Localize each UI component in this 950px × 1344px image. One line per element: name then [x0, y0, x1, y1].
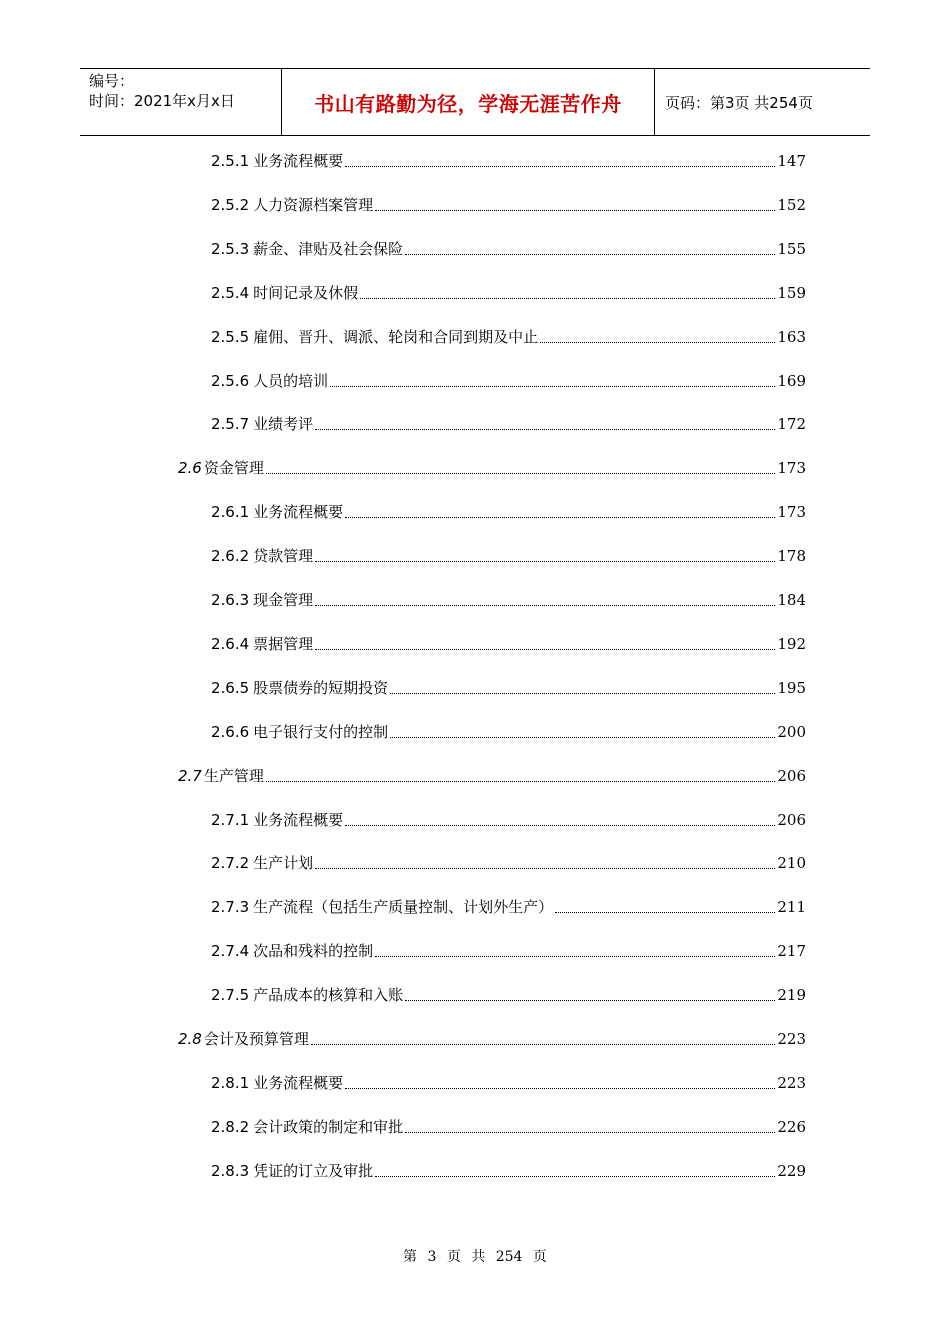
toc-entry-number: 2.6.2: [211, 547, 250, 566]
toc-entry-title: 业务流程概要: [253, 152, 344, 170]
toc-entry-page: 210: [777, 854, 806, 873]
toc-entry-page: 217: [777, 942, 806, 961]
toc-entry-title: 人员的培训: [253, 371, 329, 390]
toc-entry[interactable]: [211, 589, 806, 611]
toc-dot-leader: [555, 912, 775, 913]
toc-entry-page: 173: [777, 459, 806, 478]
toc-dot-leader: [345, 1088, 775, 1089]
toc-entry-page: 206: [777, 810, 806, 829]
toc-entry-title: 生产流程（包括生产质量控制、计划外生产）: [253, 898, 554, 917]
toc-entry-page: 223: [777, 1030, 806, 1048]
toc-entry-page: 159: [777, 283, 806, 302]
toc-entry[interactable]: [211, 545, 806, 567]
toc-entry-page: 152: [777, 195, 806, 214]
toc-dot-leader: [375, 1176, 775, 1177]
toc-dot-leader: [360, 298, 775, 299]
toc-entry-number: 2.8.1: [211, 1073, 250, 1092]
toc-entry-number: 2.5.3: [211, 239, 250, 258]
toc-entry-title: 股票债券的短期投资: [253, 678, 389, 697]
toc-entry-title: 业务流程概要: [253, 810, 344, 829]
toc-dot-leader: [405, 1132, 775, 1133]
toc-entry-page: 211: [777, 898, 806, 917]
toc-dot-leader: [315, 868, 775, 869]
toc-entry-title: 业绩考评: [253, 415, 314, 434]
toc-dot-leader: [330, 386, 775, 387]
toc-entry-title: 凭证的订立及审批: [253, 1161, 374, 1180]
toc-entry-number: 2.6.1: [211, 503, 250, 522]
toc-entry-number: 2.5.2: [211, 195, 250, 214]
toc-entry-number: 2.5.5: [211, 327, 250, 346]
toc-entry[interactable]: [211, 194, 806, 216]
toc-entry-title: 人力资源档案管理: [253, 195, 374, 214]
toc-dot-leader: [375, 210, 775, 211]
toc-entry-page: 147: [777, 152, 806, 170]
toc-entry-page: 200: [777, 722, 806, 741]
toc-dot-leader: [390, 737, 775, 738]
toc-entry[interactable]: [211, 501, 806, 523]
toc-entry[interactable]: [178, 765, 806, 787]
toc-entry-number: 2.7: [178, 766, 202, 785]
toc-entry[interactable]: [211, 984, 806, 1006]
document-number-label: 编号：: [89, 72, 135, 90]
toc-entry[interactable]: [211, 282, 806, 304]
toc-entry-number: 2.8.2: [211, 1117, 250, 1136]
toc-entry-title: 业务流程概要: [253, 1073, 344, 1092]
toc-entry-title: 时间记录及休假: [253, 283, 359, 302]
page-header: [80, 68, 870, 136]
toc-dot-leader: [540, 342, 775, 343]
toc-entry-page: 226: [777, 1117, 806, 1136]
toc-entry-title: 生产管理: [203, 766, 264, 785]
toc-entry-number: 2.7.4: [211, 942, 250, 961]
toc-dot-leader: [266, 781, 775, 782]
toc-entry-page: 169: [777, 371, 806, 390]
toc-entry-page: 172: [777, 415, 806, 434]
toc-entry-number: 2.7.3: [211, 898, 250, 917]
toc-entry-number: 2.6.3: [211, 591, 250, 609]
toc-dot-leader: [315, 605, 775, 606]
toc-dot-leader: [375, 956, 775, 957]
toc-entry-title: 会计政策的制定和审批: [253, 1117, 404, 1136]
toc-dot-leader: [315, 561, 775, 562]
toc-entry[interactable]: [211, 896, 806, 918]
toc-entry[interactable]: [211, 633, 806, 655]
toc-entry-title: 资金管理: [203, 459, 264, 478]
toc-entry-page: 229: [777, 1161, 806, 1180]
toc-entry-title: 产品成本的核算和入账: [253, 986, 404, 1005]
toc-entry-number: 2.7.2: [211, 854, 250, 873]
header-page-info: 页码：第3页 共254页: [665, 93, 813, 112]
toc-entry-page: 184: [777, 591, 806, 609]
toc-entry[interactable]: [211, 809, 806, 831]
toc-dot-leader: [405, 1000, 775, 1001]
toc-entry[interactable]: [178, 1028, 806, 1050]
toc-entry-title: 会计及预算管理: [203, 1030, 309, 1048]
page-footer: 第 3 页 共 254 页: [403, 1249, 547, 1265]
toc-entry-number: 2.6.5: [211, 678, 250, 697]
toc-entry[interactable]: [211, 677, 806, 699]
toc-entry-title: 电子银行支付的控制: [253, 722, 389, 741]
toc-entry[interactable]: [211, 150, 806, 172]
toc-entry-title: 现金管理: [253, 591, 314, 609]
toc-entry-number: 2.7.5: [211, 986, 250, 1005]
toc-entry-title: 业务流程概要: [253, 503, 344, 522]
toc-entry-title: 薪金、津贴及社会保险: [253, 239, 404, 258]
toc-entry-title: 票据管理: [253, 634, 314, 653]
toc-entry[interactable]: [211, 1116, 806, 1138]
document-time-label: 时间：2021年x月x日: [89, 92, 235, 110]
toc-entry-title: 次品和残料的控制: [253, 942, 374, 961]
toc-entry-number: 2.6.6: [211, 722, 250, 741]
toc-entry-title: 生产计划: [253, 854, 314, 873]
toc-entry-page: 206: [777, 766, 806, 785]
toc-entry[interactable]: [211, 238, 806, 260]
toc-entry[interactable]: [211, 1072, 806, 1094]
toc-entry-number: 2.5.1: [211, 152, 250, 170]
toc-entry-number: 2.6.4: [211, 634, 250, 653]
toc-entry-page: 195: [777, 678, 806, 697]
toc-dot-leader: [345, 517, 775, 518]
toc-entry-number: 2.8.3: [211, 1161, 250, 1180]
toc-dot-leader: [311, 1044, 775, 1045]
toc-entry-number: 2.5.6: [211, 371, 250, 390]
toc-entry-number: 2.8: [178, 1030, 202, 1048]
toc-entry[interactable]: [211, 940, 806, 962]
toc-dot-leader: [315, 649, 775, 650]
toc-entry-number: 2.5.4: [211, 283, 250, 302]
toc-entry-number: 2.7.1: [211, 810, 250, 829]
header-motto: 书山有路勤为径，学海无涯苦作舟: [282, 69, 655, 135]
toc-entry[interactable]: [211, 413, 806, 435]
toc-entry[interactable]: [211, 326, 806, 348]
toc-dot-leader: [266, 473, 775, 474]
toc-dot-leader: [345, 825, 775, 826]
toc-entry-page: 155: [777, 239, 806, 258]
toc-entry[interactable]: [178, 457, 806, 479]
toc-dot-leader: [390, 693, 775, 694]
header-meta: [80, 69, 282, 135]
toc-entry[interactable]: [211, 370, 806, 392]
toc-entry-page: 192: [777, 634, 806, 653]
toc-dot-leader: [345, 166, 775, 167]
toc-entry-number: 2.5.7: [211, 415, 250, 434]
toc-entry-page: 219: [777, 986, 806, 1005]
toc-dot-leader: [315, 429, 775, 430]
toc-entry[interactable]: [211, 721, 806, 743]
toc-entry-title: 雇佣、晋升、调派、轮岗和合同到期及中止: [253, 327, 539, 346]
toc-entry-number: 2.6: [178, 459, 202, 478]
toc-entry[interactable]: [211, 852, 806, 874]
toc-dot-leader: [405, 254, 775, 255]
toc-entry-title: 贷款管理: [253, 547, 314, 566]
toc-entry-page: 178: [777, 547, 806, 566]
toc-entry-page: 223: [777, 1073, 806, 1092]
toc-entry-page: 163: [777, 327, 806, 346]
toc-entry[interactable]: [211, 1160, 806, 1182]
toc-entry-page: 173: [777, 503, 806, 522]
